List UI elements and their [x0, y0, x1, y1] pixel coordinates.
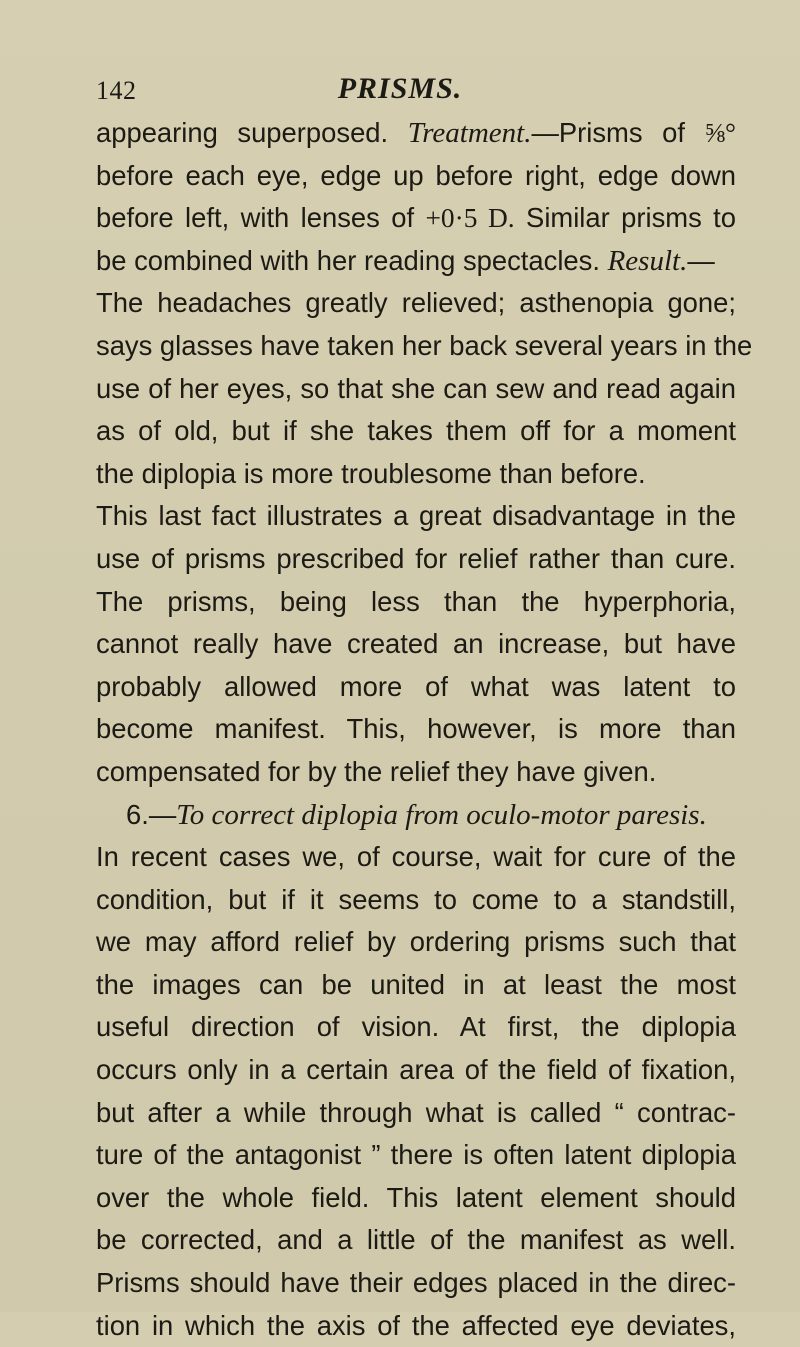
text-line [96, 708, 736, 751]
text-run: useful direction of vision. At first, the diplopia [96, 1011, 736, 1043]
text-run: appearing superposed. [96, 117, 408, 148]
text-run: become manifest. This, however, is more than [96, 713, 736, 745]
text-run: as of old, but if she takes them off for a moment [96, 415, 736, 447]
text-run: compensated for by the relief they have given. [96, 755, 657, 787]
text-run: Prisms should have their edges placed in the direc- [96, 1267, 736, 1299]
text-line [96, 1262, 736, 1305]
text-line [96, 581, 736, 624]
text-run: the diplopia is more troublesome than before. [96, 457, 646, 489]
text-run: ⅝° [704, 118, 736, 148]
text-line [96, 1134, 736, 1177]
text-run: This last fact illustrates a great disadvantage in the [96, 500, 736, 532]
text-run: ture of the antagonist ” there is often latent diplopia [96, 1139, 736, 1171]
text-line [96, 666, 736, 709]
text-line [96, 879, 736, 922]
page-number: 142 [96, 76, 137, 105]
text-run: +0·5 D. [425, 203, 515, 234]
text-run: use of her eyes, so that she can sew and read again [96, 372, 736, 404]
text-run: be combined with her reading spectacles. [96, 244, 608, 276]
text-line [96, 1006, 736, 1049]
text-run: In recent cases we, of course, wait for cure of the [96, 841, 736, 873]
text-run: cannot really have created an increase, but have [96, 628, 736, 660]
text-line [96, 197, 736, 240]
text-line [96, 751, 736, 794]
text-line [96, 282, 736, 325]
text-run: To correct diplopia from oculo-motor paresis. [176, 798, 707, 831]
text-run: — [687, 244, 715, 276]
text-line [96, 325, 753, 368]
text-run: we may afford relief by ordering prisms such that [96, 926, 736, 958]
text-line [96, 1092, 736, 1135]
text-line [96, 964, 736, 1007]
text-line [96, 921, 736, 964]
text-run: Result. [607, 244, 688, 277]
text-run: before each eye, edge up before right, edge down [96, 159, 736, 191]
text-line [96, 1305, 736, 1347]
text-line [96, 112, 736, 155]
text-line [96, 623, 736, 666]
text-run: says glasses have taken her back several years in the [96, 329, 753, 361]
text-run: be corrected, and a little of the manifest as well. [96, 1224, 736, 1256]
text-line [96, 538, 736, 581]
text-run: Similar prisms to [514, 202, 737, 234]
text-line [96, 155, 736, 198]
text-run: but after a while through what is called “ contrac- [96, 1096, 736, 1128]
text-run: 6.— [126, 798, 177, 830]
text-run: probably allowed more of what was latent to [96, 670, 736, 702]
text-line [96, 495, 736, 538]
text-line [96, 1177, 736, 1220]
text-line [96, 836, 736, 879]
text-line [96, 410, 736, 453]
text-line [96, 453, 736, 496]
text-run: The headaches greatly relieved; asthenopia gone; [96, 287, 736, 319]
page-header [0, 72, 800, 112]
text-run: use of prisms prescribed for relief rather than cure. [96, 542, 736, 574]
text-run: over the whole field. This latent element should [96, 1181, 736, 1213]
text-line [96, 368, 736, 411]
text-run: Treatment. [407, 117, 532, 149]
text-line [96, 1219, 736, 1262]
running-title: PRISMS. [337, 72, 463, 105]
text-run: before left, with lenses of [96, 202, 426, 234]
text-run: tion in which the axis of the affected eye deviates, [96, 1309, 736, 1341]
text-line [96, 1049, 736, 1092]
text-run: —Prisms of [531, 117, 705, 148]
text-run: the images can be united in at least the most [96, 968, 736, 1000]
text-run: The prisms, being less than the hyperphoria, [96, 585, 736, 617]
text-run: condition, but if it seems to come to a standstill, [96, 883, 736, 915]
text-run: occurs only in a certain area of the field of fixation, [96, 1054, 736, 1086]
text-line [96, 794, 736, 837]
text-line [96, 240, 736, 283]
body-text [96, 112, 753, 1347]
